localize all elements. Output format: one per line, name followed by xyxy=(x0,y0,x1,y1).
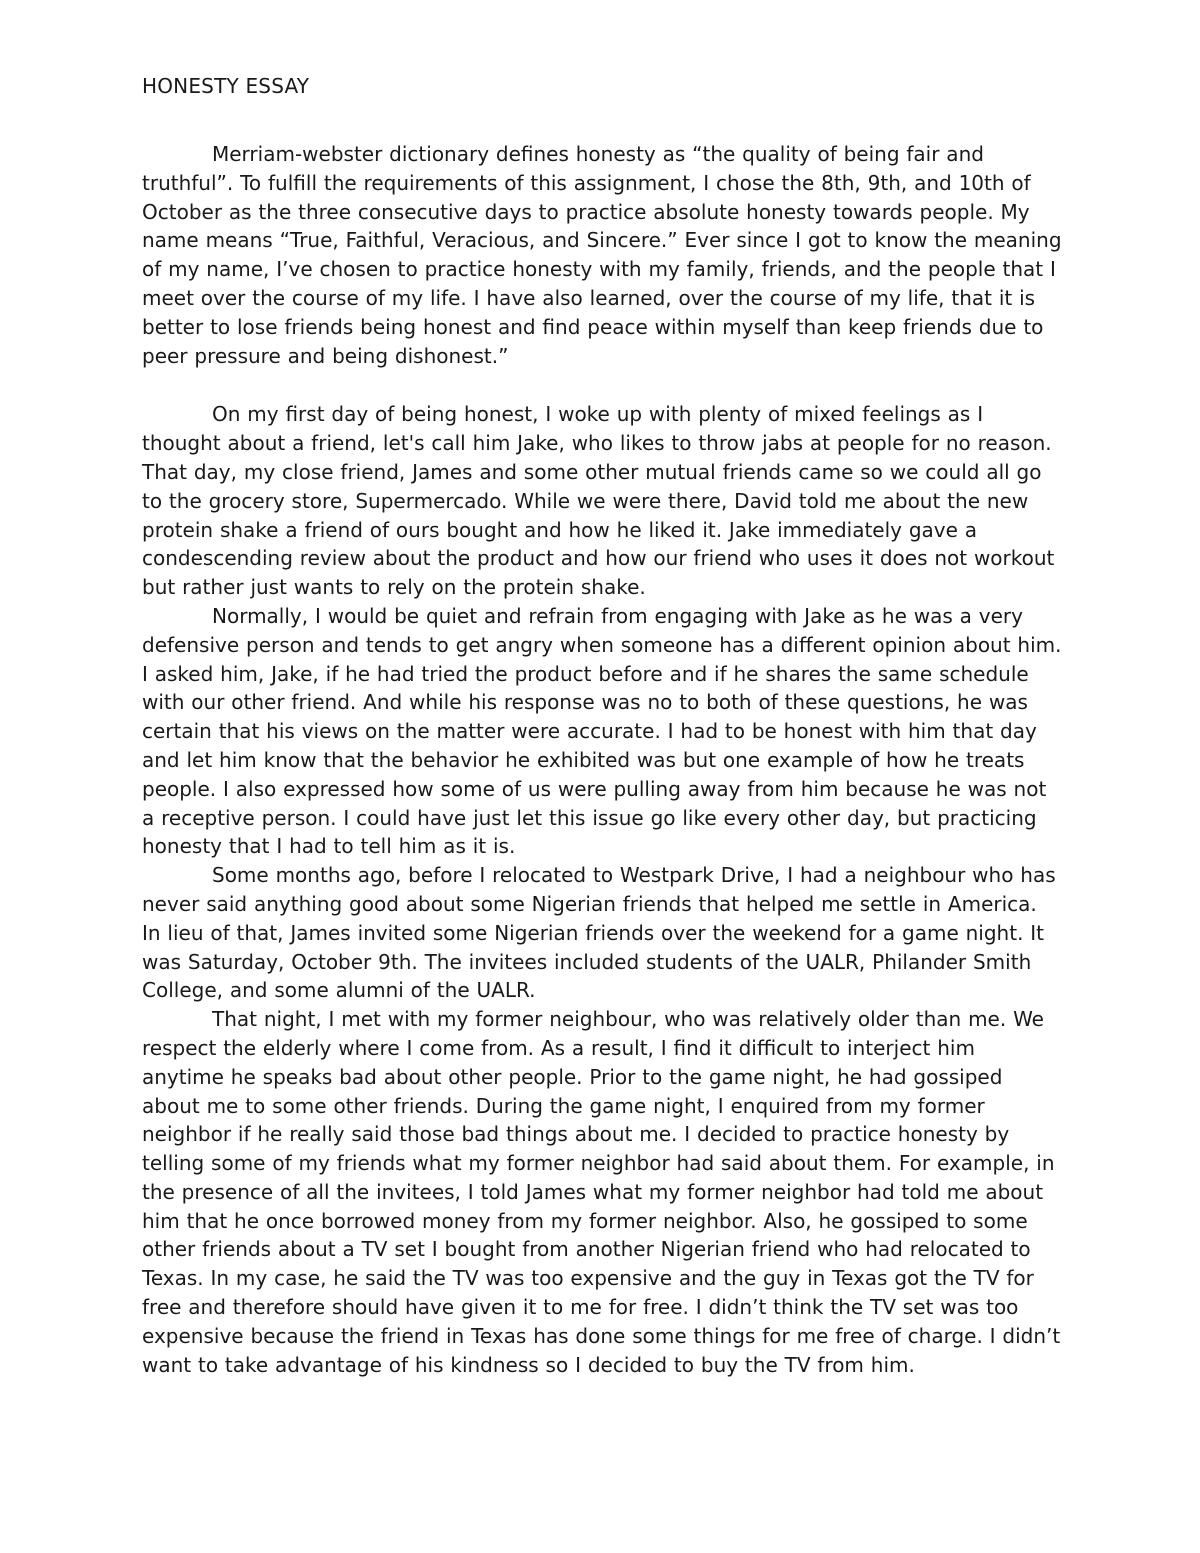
paragraph-introduction: Merriam-webster dictionary defines honesty as “the quality of being fair and truthful”. To fulfill the requirements of this assignment, I chose the 8th, 9th, and 10th of October as the three consecutive days to practice absolute honesty towards people. My name means “True, Faithful, Veracious, and Sincere.” Ever since I got to know the meaning of my name, I’ve chosen to practice honesty with my family, friends, and the people that I meet over the course of my life. I have also learned, over the course of my life, that it is better to lose friends being honest and find peace within myself than keep friends due to peer pressure and being dishonest.” xyxy=(142,142,1062,368)
paragraph-neighbour-background: Some months ago, before I relocated to Westpark Drive, I had a neighbour who has never said anything good about some Nigerian friends that helped me settle in America. In lieu of that, James invited some Nigerian friends over the weekend for a game night. It was Saturday, October 9th. The invitees included students of the UALR, Philander Smith College, and some alumni of the UALR. xyxy=(142,863,1056,1003)
paragraph-jake-conversation: Normally, I would be quiet and refrain from engaging with Jake as he was a very defensive person and tends to get angry when someone has a different opinion about him. I asked him, Jake, if he had tried the product before and if he shares the same schedule with our other friend. And while his response was no to both of these questions, he was certain that his views on the matter were accurate. I had to be honest with him that day and let him know that the behavior he exhibited was but one example of how he treats people. I also expressed how some of us were pulling away from him because he was not a receptive person. I could have just let this issue go like every other day, but practicing honesty that I had to tell him as it is. xyxy=(142,603,1062,859)
document-body xyxy=(142,72,1062,1379)
essay-title: HONESTY ESSAY xyxy=(142,74,310,98)
paragraph-game-night: That night, I met with my former neighbour, who was relatively older than me. We respect the elderly where I come from. As a result, I find it difficult to interject him anytime he speaks bad about other people. Prior to the game night, he had gossiped about me to some other friends. During the game night, I enquired from my former neighbor if he really said those bad things about me. I decided to practice honesty by telling some of my friends what my former neighbor had said about them. For example, in the presence of all the invitees, I told James what my former neighbor had told me about him that he once borrowed money from my former neighbor. Also, he gossiped to some other friends about a TV set I bought from another Nigerian friend who had relocated to Texas. In my case, he said the TV was too expensive and the guy in Texas got the TV for free and therefore should have given it to me for free. I didn’t think the TV set was too expensive because the friend in Texas has done some things for me free of charge. I didn’t want to take advantage of his kindness so I decided to buy the TV from him. xyxy=(142,1007,1061,1377)
paragraph-first-day: On my first day of being honest, I woke up with plenty of mixed feelings as I thought about a friend, let's call him Jake, who likes to throw jabs at people for no reason. That day, my close friend, James and some other mutual friends came so we could all go to the grocery store, Supermercado. While we were there, David told me about the new protein shake a friend of ours bought and how he liked it. Jake immediately gave a condescending review about the product and how our friend who uses it does not workout but rather just wants to rely on the protein shake. xyxy=(142,402,1055,600)
